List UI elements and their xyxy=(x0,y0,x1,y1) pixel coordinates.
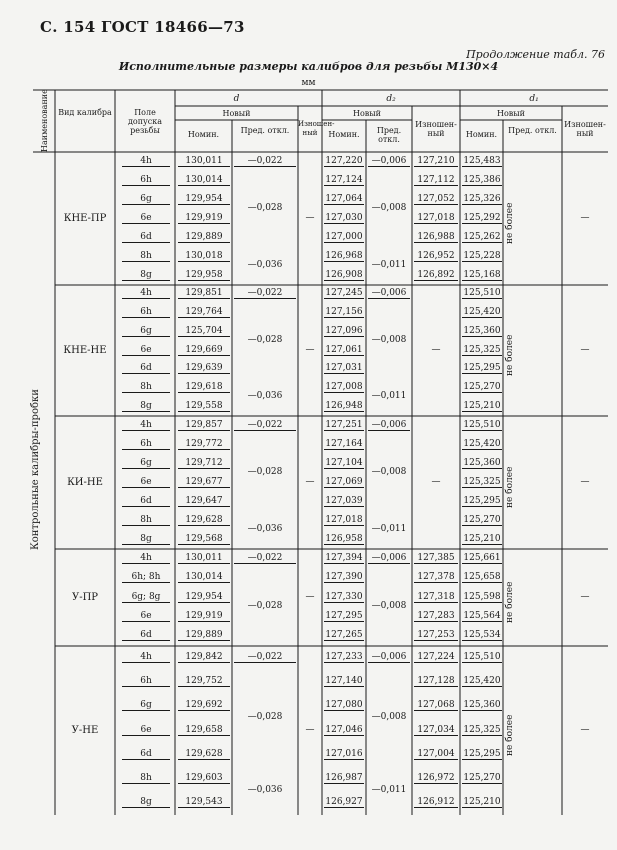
d1-worn-dash: — xyxy=(580,344,590,355)
d1-nominal: 125,534 xyxy=(463,630,501,641)
d2-nominal: 126,987 xyxy=(325,772,363,783)
tolerance-field: 8g xyxy=(122,270,170,281)
d2-tolerance: —0,006 xyxy=(368,553,410,564)
d1-nominal: 125,598 xyxy=(463,591,501,602)
column-header-pole: Поле допуска резьбы xyxy=(127,108,163,135)
d2-worn: 127,034 xyxy=(414,725,458,736)
d2-worn: 127,018 xyxy=(414,213,458,224)
d1-nominal: 125,295 xyxy=(463,748,501,759)
d-nominal: 129,658 xyxy=(178,725,230,736)
d2-nom-header: Номин. xyxy=(328,130,360,139)
d1-nom-header: Номин. xyxy=(465,130,498,139)
d2-nominal: 127,220 xyxy=(325,155,363,166)
tolerance-field: 6d xyxy=(122,630,170,641)
d-tolerance: —0,022 xyxy=(234,652,296,663)
tolerance-field: 6h xyxy=(122,676,170,687)
d1-nominal: 125,210 xyxy=(463,796,501,807)
d-nominal: 129,543 xyxy=(178,797,230,808)
d1-nominal: 125,420 xyxy=(463,676,501,687)
d-nominal: 129,618 xyxy=(178,382,230,393)
d-worn-dash: — xyxy=(305,212,315,223)
tolerance-field: 6d xyxy=(122,232,170,243)
d1-nominal: 125,292 xyxy=(463,212,501,223)
not-more-label: не более xyxy=(505,714,515,756)
d-nominal: 129,752 xyxy=(178,676,230,687)
tolerance-field: 8h xyxy=(122,515,170,526)
d2-tolerance: —0,006 xyxy=(368,652,410,663)
d2-nominal: 126,927 xyxy=(325,796,363,807)
d2-tolerance: —0,006 xyxy=(368,420,410,431)
tolerance-field: 6e xyxy=(122,213,170,224)
d1-worn-dash: — xyxy=(580,476,590,487)
d1-worn-header: Изношен-ный xyxy=(564,120,606,138)
d-tolerance: —0,028 xyxy=(247,601,283,612)
d1-nominal: 125,295 xyxy=(463,495,501,506)
d2-nominal: 127,008 xyxy=(325,381,363,392)
d2-nominal: 127,295 xyxy=(325,610,363,621)
d-tolerance: —0,036 xyxy=(247,784,283,795)
d-worn-header: Изношен-ный xyxy=(298,120,335,137)
d2-tolerance: —0,008 xyxy=(371,601,407,612)
column-header-d: d xyxy=(233,94,240,104)
d1-nominal: 125,325 xyxy=(463,724,501,735)
d-nominal: 129,954 xyxy=(178,592,230,603)
d-tolerance: —0,036 xyxy=(247,391,283,402)
d2-nominal: 127,394 xyxy=(325,552,363,563)
d2-tolerance: —0,008 xyxy=(371,203,407,213)
d2-nominal: 127,164 xyxy=(325,438,363,449)
d1-nominal: 125,270 xyxy=(463,772,501,783)
d-nominal: 129,954 xyxy=(178,194,230,205)
d2-worn: 127,378 xyxy=(414,572,458,583)
tolerance-field: 6h xyxy=(122,307,170,318)
tolerance-field: 6g xyxy=(122,458,170,469)
d-nominal: 129,919 xyxy=(178,611,230,622)
d2-worn: 126,988 xyxy=(414,232,458,243)
d1-nominal: 125,168 xyxy=(463,269,501,280)
tolerance-field: 6h; 8h xyxy=(122,572,170,583)
d2-nominal: 127,064 xyxy=(325,193,363,204)
d2-nominal: 127,016 xyxy=(325,748,363,759)
d-nominal: 129,628 xyxy=(178,749,230,760)
d-nominal: 129,958 xyxy=(178,270,230,281)
d-nominal: 129,889 xyxy=(178,232,230,243)
d-tolerance: —0,028 xyxy=(247,203,283,213)
d2-nominal: 126,968 xyxy=(325,250,363,261)
d1-nominal: 125,360 xyxy=(463,700,501,711)
d2-nominal: 127,000 xyxy=(325,231,363,242)
d2-worn: 127,004 xyxy=(414,749,458,760)
d2-tolerance: —0,008 xyxy=(371,335,407,346)
d-nominal: 129,712 xyxy=(178,458,230,469)
d-nominal: 130,014 xyxy=(178,572,230,583)
d-worn-dash: — xyxy=(305,724,315,735)
d2-nominal: 127,031 xyxy=(325,363,363,374)
d1-worn-dash: — xyxy=(580,591,590,602)
d1-nominal: 125,658 xyxy=(463,572,501,583)
tolerance-field: 8h xyxy=(122,251,170,262)
d2-new-header: Новый xyxy=(353,109,381,118)
tolerance-field: 6e xyxy=(122,725,170,736)
tolerance-field: 4h xyxy=(122,288,170,299)
d-nominal: 129,919 xyxy=(178,213,230,224)
group-label-control-plugs: Контрольные калибры-пробки xyxy=(30,389,41,551)
tolerance-field: 6d xyxy=(122,496,170,507)
group-name: КНЕ-НЕ xyxy=(63,344,107,356)
d2-worn: 126,892 xyxy=(414,270,458,281)
d2-tol-header: Пред. откл. xyxy=(376,126,402,144)
d2-tolerance: —0,011 xyxy=(371,260,407,270)
group-name: КИ-НЕ xyxy=(67,476,103,488)
d-nominal: 129,639 xyxy=(178,363,230,374)
d1-new-header: Новый xyxy=(497,109,525,118)
d2-worn: 127,283 xyxy=(414,611,458,622)
d1-nominal: 125,661 xyxy=(463,552,501,563)
tolerance-field: 6h xyxy=(122,175,170,186)
d2-tolerance: —0,008 xyxy=(371,467,407,477)
tolerance-field: 6h xyxy=(122,439,170,450)
d-tolerance: —0,022 xyxy=(234,553,296,564)
d-tolerance: —0,036 xyxy=(247,260,283,270)
d2-nominal: 127,124 xyxy=(325,174,363,185)
column-header-naimenovanie: Наименование xyxy=(40,89,49,152)
not-more-label: не более xyxy=(505,466,515,508)
d-worn-dash: — xyxy=(305,476,315,487)
d-nominal: 130,011 xyxy=(178,553,230,564)
d-new-header: Новый xyxy=(222,109,251,118)
d2-worn: 126,972 xyxy=(414,773,458,784)
d2-tolerance: —0,008 xyxy=(371,712,407,723)
tolerance-field: 8g xyxy=(122,534,170,545)
tolerance-field: 4h xyxy=(122,652,170,663)
tolerance-field: 6e xyxy=(122,611,170,622)
d2-worn: 127,210 xyxy=(414,156,458,167)
tolerance-field: 4h xyxy=(122,553,170,564)
d1-nominal: 125,420 xyxy=(463,438,501,449)
d1-tol-header: Пред. откл. xyxy=(508,126,557,135)
d-tolerance: —0,022 xyxy=(234,420,296,431)
d1-worn-dash: — xyxy=(580,212,590,223)
d-tolerance: —0,022 xyxy=(234,156,296,167)
tolerance-field: 6d xyxy=(122,363,170,374)
d2-worn: 126,912 xyxy=(414,797,458,808)
page-reference: С. 154 ГОСТ 18466—73 xyxy=(40,18,245,36)
d2-nominal: 127,039 xyxy=(325,495,363,506)
units-label: мм xyxy=(301,78,316,88)
d-worn-dash: — xyxy=(305,344,315,355)
tolerance-field: 4h xyxy=(122,420,170,431)
tolerance-field: 6e xyxy=(122,345,170,356)
d2-nominal: 127,390 xyxy=(325,572,363,583)
d2-nominal: 127,140 xyxy=(325,676,363,687)
d2-nominal: 127,018 xyxy=(325,514,363,525)
d2-worn: 127,224 xyxy=(414,652,458,663)
d2-nominal: 127,265 xyxy=(325,630,363,641)
d2-nominal: 127,046 xyxy=(325,724,363,735)
table-continuation-note: Продолжение табл. 76 xyxy=(466,48,605,61)
d2-tolerance: —0,011 xyxy=(371,784,407,795)
d2-worn: 127,128 xyxy=(414,676,458,687)
d1-nominal: 125,326 xyxy=(463,193,501,204)
d-nominal: 129,568 xyxy=(178,534,230,545)
d-nominal: 129,628 xyxy=(178,515,230,526)
d1-nominal: 125,270 xyxy=(463,381,501,392)
d1-nominal: 125,295 xyxy=(463,363,501,374)
d-tolerance: —0,036 xyxy=(247,524,283,534)
d-tolerance: —0,028 xyxy=(247,712,283,723)
d-nominal: 129,842 xyxy=(178,652,230,663)
d2-tolerance: —0,011 xyxy=(371,524,407,534)
d-nominal: 129,764 xyxy=(178,307,230,318)
d1-nominal: 125,483 xyxy=(463,155,501,166)
d1-worn-dash: — xyxy=(580,724,590,735)
d2-worn-dash: — xyxy=(431,344,441,355)
d-tolerance: —0,022 xyxy=(234,288,296,299)
d2-nominal: 127,061 xyxy=(325,344,363,355)
d1-nominal: 125,325 xyxy=(463,344,501,355)
d2-nominal: 127,030 xyxy=(325,212,363,223)
tolerance-field: 8g xyxy=(122,797,170,808)
tolerance-field: 6g; 8g xyxy=(122,592,170,603)
d2-nominal: 127,104 xyxy=(325,457,363,468)
table-title: Исполнительные размеры калибров для резьбы М130×4 xyxy=(118,60,499,73)
d1-nominal: 125,360 xyxy=(463,457,501,468)
d2-worn: 127,052 xyxy=(414,194,458,205)
d-nom-header: Номин. xyxy=(187,130,220,139)
d-nominal: 129,857 xyxy=(178,420,230,431)
d-nominal: 130,014 xyxy=(178,175,230,186)
not-more-label: не более xyxy=(505,334,515,376)
d1-nominal: 125,360 xyxy=(463,325,501,336)
column-header-vid: Вид калибра xyxy=(58,108,112,117)
d1-nominal: 125,262 xyxy=(463,231,501,242)
d-nominal: 129,851 xyxy=(178,288,230,299)
d2-tolerance: —0,006 xyxy=(368,288,410,299)
tolerance-field: 8g xyxy=(122,401,170,412)
d2-worn: 127,253 xyxy=(414,630,458,641)
tolerance-field: 6g xyxy=(122,700,170,711)
d-nominal: 129,677 xyxy=(178,477,230,488)
d1-nominal: 125,420 xyxy=(463,307,501,318)
tolerance-field: 4h xyxy=(122,156,170,167)
d2-tolerance: —0,006 xyxy=(368,156,410,167)
column-header-d2: d₂ xyxy=(386,94,396,104)
d2-nominal: 127,156 xyxy=(325,307,363,318)
d2-nominal: 126,958 xyxy=(325,533,363,544)
d2-worn-header: Изношен-ный xyxy=(415,120,457,138)
d2-nominal: 127,233 xyxy=(325,652,363,663)
d-tolerance: —0,028 xyxy=(247,335,283,346)
d2-nominal: 127,251 xyxy=(325,419,363,430)
d2-nominal: 126,908 xyxy=(325,269,363,280)
d2-nominal: 127,330 xyxy=(325,591,363,602)
group-name: У-НЕ xyxy=(71,724,99,736)
d2-nominal: 127,245 xyxy=(325,288,363,299)
d-nominal: 130,018 xyxy=(178,251,230,262)
d1-nominal: 125,564 xyxy=(463,610,501,621)
d1-nominal: 125,270 xyxy=(463,514,501,525)
d2-worn-dash: — xyxy=(431,476,441,487)
d-nominal: 129,603 xyxy=(178,773,230,784)
d2-worn: 127,112 xyxy=(414,175,458,186)
d2-nominal: 127,069 xyxy=(325,476,363,487)
tolerance-field: 6d xyxy=(122,749,170,760)
d-nominal: 129,772 xyxy=(178,439,230,450)
column-header-d1: d₁ xyxy=(529,94,539,104)
d-nominal: 129,558 xyxy=(178,401,230,412)
d1-nominal: 125,228 xyxy=(463,250,501,261)
d2-tolerance: —0,011 xyxy=(371,391,407,402)
d-tol-header: Пред. откл. xyxy=(240,126,290,135)
group-name: КНЕ-ПР xyxy=(63,212,107,224)
d1-nominal: 125,510 xyxy=(463,419,501,430)
tolerance-field: 6e xyxy=(122,477,170,488)
group-name: У-ПР xyxy=(71,591,99,603)
d2-nominal: 126,948 xyxy=(325,400,363,411)
tolerance-field: 8h xyxy=(122,773,170,784)
d2-worn: 127,385 xyxy=(414,553,458,564)
d-nominal: 129,669 xyxy=(178,345,230,356)
tolerance-field: 6g xyxy=(122,326,170,337)
not-more-label: не более xyxy=(505,202,515,244)
d-nominal: 129,692 xyxy=(178,700,230,711)
d1-nominal: 125,510 xyxy=(463,288,501,299)
not-more-label: не более xyxy=(505,581,515,623)
d-nominal: 129,889 xyxy=(178,630,230,641)
d-tolerance: —0,028 xyxy=(247,467,283,477)
d2-nominal: 127,096 xyxy=(325,325,363,336)
d2-nominal: 127,080 xyxy=(325,700,363,711)
d-worn-dash: — xyxy=(305,591,315,602)
d1-nominal: 125,210 xyxy=(463,400,501,411)
d2-worn: 127,068 xyxy=(414,700,458,711)
tolerance-field: 8h xyxy=(122,382,170,393)
d1-nominal: 125,210 xyxy=(463,533,501,544)
d-nominal: 129,647 xyxy=(178,496,230,507)
d-nominal: 130,011 xyxy=(178,156,230,167)
d2-worn: 127,318 xyxy=(414,592,458,603)
d2-worn: 126,952 xyxy=(414,251,458,262)
d-nominal: 125,704 xyxy=(178,326,230,337)
d1-nominal: 125,386 xyxy=(463,174,501,185)
tolerance-field: 6g xyxy=(122,194,170,205)
d1-nominal: 125,325 xyxy=(463,476,501,487)
d1-nominal: 125,510 xyxy=(463,652,501,663)
